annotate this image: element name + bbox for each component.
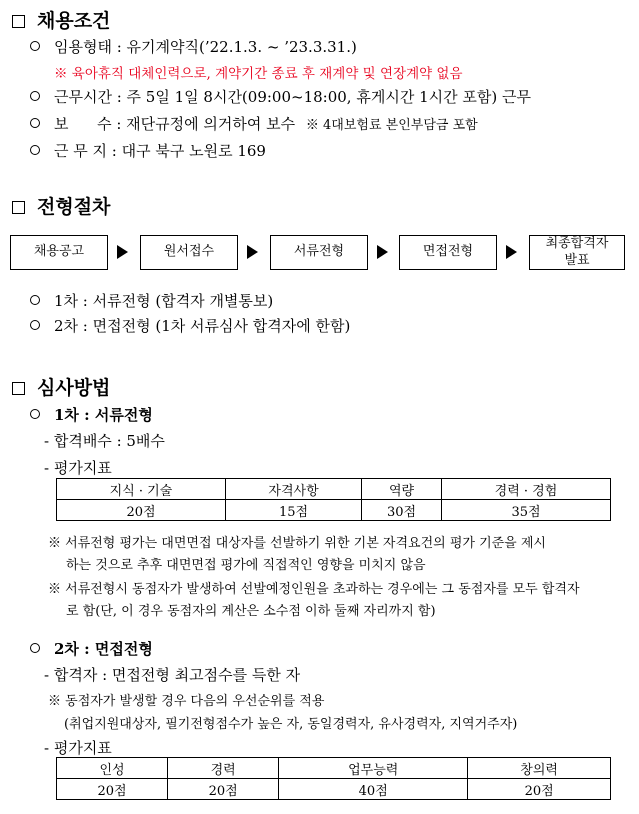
stage2-line xyxy=(30,315,350,336)
procedure-step: 채용공고 xyxy=(10,235,108,270)
procedure-step: 서류전형 xyxy=(270,235,368,270)
table-row xyxy=(57,479,611,500)
circle-bullet-icon xyxy=(30,41,40,51)
circle-bullet-icon xyxy=(30,145,40,155)
table-cell: 40점 xyxy=(279,779,468,800)
first-index-label: - 평가지표 xyxy=(44,459,112,477)
second-note: ※ 동점자가 발생할 경우 다음의 우선순위를 적용 xyxy=(48,694,325,709)
location-text: 근 무 지 : 대구 북구 노원로 169 xyxy=(54,142,266,160)
checkbox-square-icon xyxy=(12,201,25,214)
procedure-step: 면접전형 xyxy=(399,235,497,270)
circle-bullet-icon xyxy=(30,118,40,128)
section-title: 전형절차 xyxy=(37,196,111,218)
first-note2-line2: 로 함(단, 이 경우 동점자의 계산은 소수점 이하 둘째 자리까지 함) xyxy=(66,604,436,619)
work-hours-line xyxy=(30,86,531,107)
second-stage-title-text: 2차 : 면접전형 xyxy=(54,640,153,658)
arrow-right-icon xyxy=(377,245,388,259)
table-cell: 15점 xyxy=(225,500,361,521)
circle-bullet-icon xyxy=(30,295,40,305)
table-cell: 20점 xyxy=(57,779,168,800)
circle-bullet-icon xyxy=(30,643,40,653)
pay-line xyxy=(30,113,478,134)
table-header-cell: 창의력 xyxy=(468,758,611,779)
second-evaluation-table xyxy=(56,757,611,800)
table-cell: 35점 xyxy=(441,500,610,521)
employment-note: ※ 육아휴직 대체인력으로, 계약기간 종료 후 재계약 및 연장계약 없음 xyxy=(54,66,463,82)
work-hours-text: 근무시간 : 주 5일 1일 8시간(09:00~18:00, 휴게시간 1시간 포함) 근무 xyxy=(54,88,531,106)
table-cell: 20점 xyxy=(468,779,611,800)
second-pass: - 합격자 : 면접전형 최고점수를 득한 자 xyxy=(44,666,301,684)
second-stage-title xyxy=(30,638,153,659)
table-header-cell: 경력 · 경험 xyxy=(441,479,610,500)
employment-type-line xyxy=(30,36,357,57)
section-title: 채용조건 xyxy=(37,10,111,32)
first-note1-line2: 하는 것으로 추후 대면면접 평가에 직접적인 영향을 미치지 않음 xyxy=(66,558,426,573)
first-evaluation-table xyxy=(56,478,611,521)
checkbox-square-icon xyxy=(12,15,25,28)
stage1-line xyxy=(30,290,273,311)
table-row xyxy=(57,779,611,800)
table-header-cell: 경력 xyxy=(168,758,279,779)
section-heading-employment-conditions xyxy=(12,6,110,33)
table-header-cell: 업무능력 xyxy=(279,758,468,779)
first-multiple: - 합격배수 : 5배수 xyxy=(44,432,165,450)
stage2-text: 2차 : 면접전형 (1차 서류심사 합격자에 한함) xyxy=(54,317,351,335)
location-line xyxy=(30,140,266,161)
first-note2-line1: ※ 서류전형시 동점자가 발생하여 선발예정인원을 초과하는 경우에는 그 동점자를 모두 합격자 xyxy=(48,582,580,597)
procedure-step: 원서접수 xyxy=(140,235,238,270)
second-index-label: - 평가지표 xyxy=(44,739,112,757)
arrow-right-icon xyxy=(506,245,517,259)
pay-text: 보 수 : 재단규정에 의거하여 보수 xyxy=(54,115,296,133)
first-stage-title xyxy=(30,404,153,425)
first-note1-line1: ※ 서류전형 평가는 대면면접 대상자를 선발하기 위한 기본 자격요건의 평가 기준을 제시 xyxy=(48,536,546,551)
table-header-cell: 자격사항 xyxy=(225,479,361,500)
circle-bullet-icon xyxy=(30,409,40,419)
circle-bullet-icon xyxy=(30,91,40,101)
circle-bullet-icon xyxy=(30,320,40,330)
table-header-cell: 인성 xyxy=(57,758,168,779)
section-title: 심사방법 xyxy=(37,377,111,399)
table-row xyxy=(57,758,611,779)
table-header-cell: 지식 · 기술 xyxy=(57,479,226,500)
first-stage-title-text: 1차 : 서류전형 xyxy=(54,406,153,424)
table-cell: 20점 xyxy=(168,779,279,800)
pay-note: ※ 4대보험료 본인부담금 포함 xyxy=(305,118,478,133)
employment-type-text: 임용형태 : 유기계약직(’22.1.3. ~ ’23.3.31.) xyxy=(54,38,357,56)
arrow-right-icon xyxy=(117,245,128,259)
table-cell: 20점 xyxy=(57,500,226,521)
arrow-right-icon xyxy=(247,245,258,259)
table-row xyxy=(57,500,611,521)
table-header-cell: 역량 xyxy=(362,479,442,500)
checkbox-square-icon xyxy=(12,382,25,395)
stage1-text: 1차 : 서류전형 (합격자 개별통보) xyxy=(54,292,274,310)
procedure-step: 최종합격자 발표 xyxy=(529,235,625,270)
second-priority: (취업지원대상자, 필기전형점수가 높은 자, 동일경력자, 유사경력자, 지역거주자) xyxy=(64,717,518,732)
section-heading-review-method xyxy=(12,373,110,400)
section-heading-procedure xyxy=(12,192,110,219)
table-cell: 30점 xyxy=(362,500,442,521)
